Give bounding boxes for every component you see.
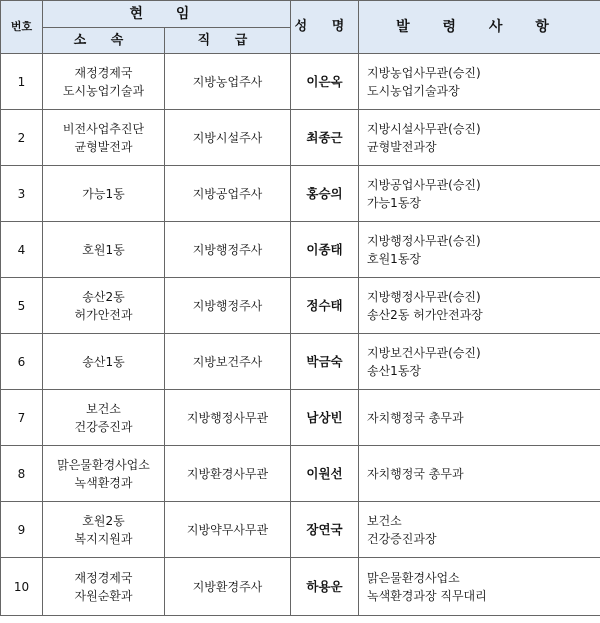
row-affiliation: 보건소 건강증진과 bbox=[43, 390, 165, 446]
row-rank: 지방공업주사 bbox=[165, 166, 291, 222]
header-current: 현 임 bbox=[43, 1, 291, 28]
row-rank: 지방보건주사 bbox=[165, 334, 291, 390]
row-number: 5 bbox=[1, 278, 43, 334]
header-number: 번호 bbox=[1, 1, 43, 54]
row-rank: 지방행정주사 bbox=[165, 278, 291, 334]
row-number: 2 bbox=[1, 110, 43, 166]
row-rank: 지방행정사무관 bbox=[165, 390, 291, 446]
header-affiliation: 소 속 bbox=[43, 28, 165, 54]
row-name: 남상빈 bbox=[291, 390, 359, 446]
row-number: 7 bbox=[1, 390, 43, 446]
table-row bbox=[1, 278, 600, 334]
row-rank: 지방행정주사 bbox=[165, 222, 291, 278]
table-row bbox=[1, 110, 600, 166]
table-row bbox=[1, 166, 600, 222]
table-row bbox=[1, 558, 600, 616]
row-rank: 지방농업주사 bbox=[165, 54, 291, 110]
row-name: 홍승의 bbox=[291, 166, 359, 222]
table-row bbox=[1, 446, 600, 502]
row-appointment: 지방공업사무관(승진) 가능1동장 bbox=[359, 166, 600, 222]
row-number: 1 bbox=[1, 54, 43, 110]
row-affiliation: 재정경제국 자원순환과 bbox=[43, 558, 165, 616]
row-affiliation: 호원2동 복지지원과 bbox=[43, 502, 165, 558]
row-name: 이종태 bbox=[291, 222, 359, 278]
header-appointment: 발 령 사 항 bbox=[359, 1, 600, 54]
row-appointment: 지방보건사무관(승진) 송산1동장 bbox=[359, 334, 600, 390]
row-appointment: 지방행정사무관(승진) 송산2동 허가안전과장 bbox=[359, 278, 600, 334]
row-rank: 지방환경사무관 bbox=[165, 446, 291, 502]
row-appointment: 지방시설사무관(승진) 균형발전과장 bbox=[359, 110, 600, 166]
row-affiliation: 송산2동 허가안전과 bbox=[43, 278, 165, 334]
row-name: 정수태 bbox=[291, 278, 359, 334]
table-row bbox=[1, 502, 600, 558]
row-affiliation: 가능1동 bbox=[43, 166, 165, 222]
row-appointment: 자치행정국 총무과 bbox=[359, 446, 600, 502]
row-rank: 지방시설주사 bbox=[165, 110, 291, 166]
row-name: 장연국 bbox=[291, 502, 359, 558]
row-number: 4 bbox=[1, 222, 43, 278]
row-number: 3 bbox=[1, 166, 43, 222]
row-number: 9 bbox=[1, 502, 43, 558]
row-affiliation: 비전사업추진단 균형발전과 bbox=[43, 110, 165, 166]
row-name: 이원선 bbox=[291, 446, 359, 502]
header-name: 성 명 bbox=[291, 1, 359, 54]
row-rank: 지방환경주사 bbox=[165, 558, 291, 616]
row-name: 하용운 bbox=[291, 558, 359, 616]
row-affiliation: 호원1동 bbox=[43, 222, 165, 278]
table-row bbox=[1, 390, 600, 446]
row-affiliation: 송산1동 bbox=[43, 334, 165, 390]
row-number: 6 bbox=[1, 334, 43, 390]
row-name: 이은옥 bbox=[291, 54, 359, 110]
row-rank: 지방약무사무관 bbox=[165, 502, 291, 558]
row-number: 10 bbox=[1, 558, 43, 616]
row-affiliation: 맑은물환경사업소 녹색환경과 bbox=[43, 446, 165, 502]
row-appointment: 맑은물환경사업소 녹색환경과장 직무대리 bbox=[359, 558, 600, 616]
row-appointment: 지방농업사무관(승진) 도시농업기술과장 bbox=[359, 54, 600, 110]
row-appointment: 자치행정국 총무과 bbox=[359, 390, 600, 446]
row-name: 최종근 bbox=[291, 110, 359, 166]
table-row bbox=[1, 222, 600, 278]
row-name: 박금숙 bbox=[291, 334, 359, 390]
row-number: 8 bbox=[1, 446, 43, 502]
row-appointment: 보건소 건강증진과장 bbox=[359, 502, 600, 558]
header-rank: 직 급 bbox=[165, 28, 291, 54]
row-appointment: 지방행정사무관(승진) 호원1동장 bbox=[359, 222, 600, 278]
table-row bbox=[1, 334, 600, 390]
table-row bbox=[1, 54, 600, 110]
row-affiliation: 재정경제국 도시농업기술과 bbox=[43, 54, 165, 110]
